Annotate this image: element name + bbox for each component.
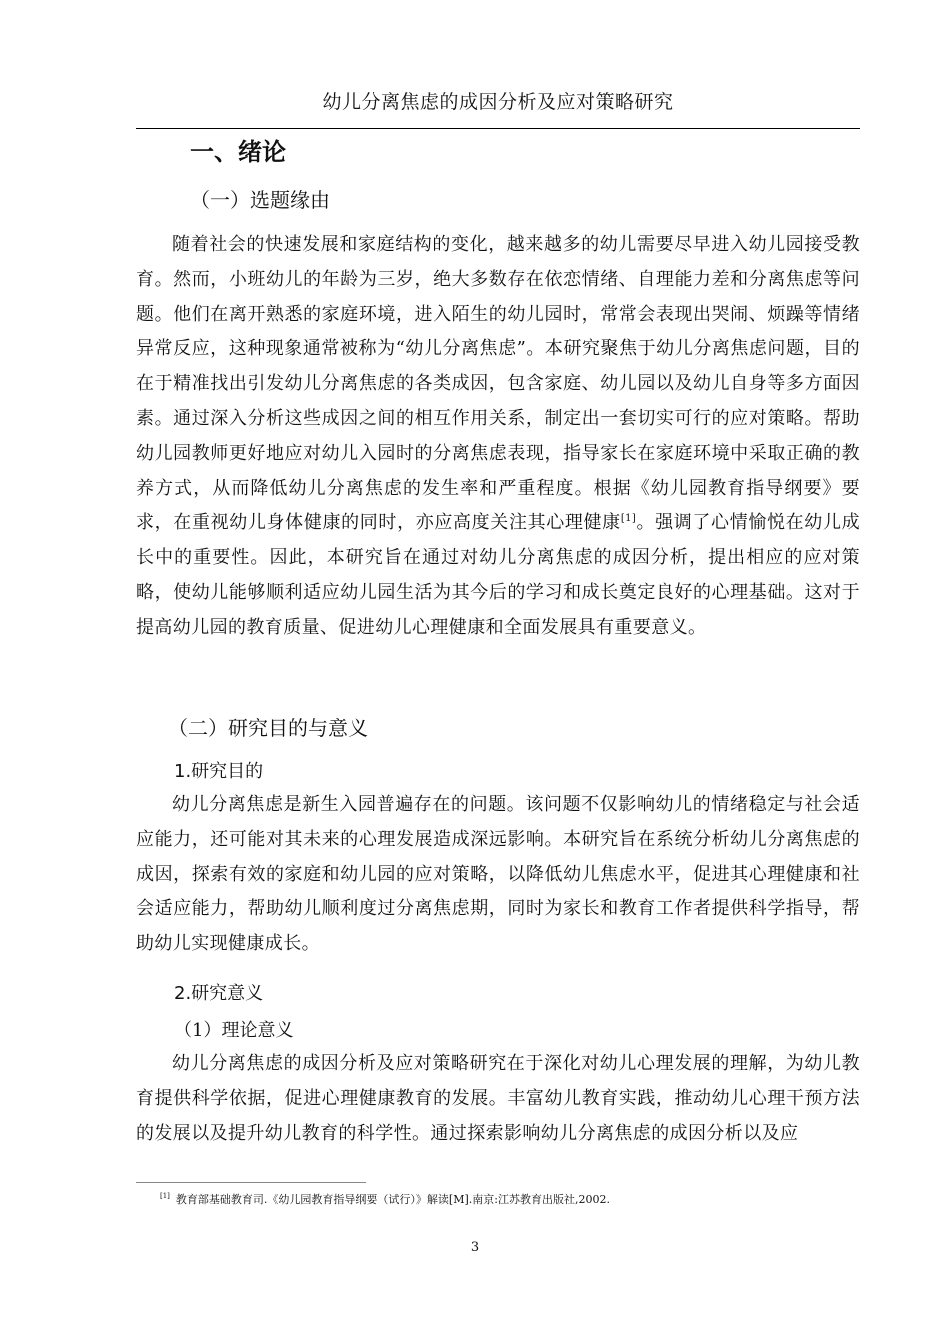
header-rule [136,128,860,129]
chapter-heading: 一、绪论 [190,138,286,166]
footnote-mark: [1] [160,1192,170,1201]
subheading-theoretical-significance: （1）理论意义 [174,1020,294,1041]
section-heading-purpose-significance: （二）研究目的与意义 [168,716,368,740]
footnote-rule [136,1182,366,1183]
footnote [160,1192,610,1208]
section-heading-topic-origin: （一）选题缘由 [190,188,330,212]
paragraph-research-purpose: 幼儿分离焦虑是新生入园普遍存在的问题。该问题不仅影响幼儿的情绪稳定与社会适应能力，还可能对其未来的心理发展造成深远影响。本研究旨在系统分析幼儿分离焦虑的成因，探索有效的家庭和幼儿园的应对策略，以降低幼儿焦虑水平，促进其心理健康和社会适应能力，帮助幼儿顺利度过分离焦虑期，同时为家长和教育工作者提供科学指导，帮助幼儿实现健康成长。 [136,794,860,955]
paragraph-topic-origin [136,228,860,646]
paragraph-text-part2: 。强调了心情愉悦在幼儿成长中的重要性。因此，本研究旨在通过对幼儿分离焦虑的成因分析，提出相应的应对策略，使幼儿能够顺利适应幼儿园生活为其今后的学习和成长奠定良好的心理基础。这对于提高幼儿园的教育质量、促进幼儿心理健康和全面发展具有重要意义。 [136,512,860,638]
citation-ref: [1] [620,513,637,525]
footnote-text: 教育部基础教育司.《幼儿园教育指导纲要（试行）》解读[M].南京:江苏教育出版社,2002. [175,1193,610,1206]
running-header: 幼儿分离焦虑的成因分析及应对策略研究 [322,91,674,113]
page-number: 3 [470,1240,480,1255]
paragraph-text-part1: 随着社会的快速发展和家庭结构的变化，越来越多的幼儿需要尽早进入幼儿园接受教育。然而，小班幼儿的年龄为三岁，绝大多数存在依恋情绪、自理能力差和分离焦虑等问题。他们在离开熟悉的家庭环境，进入陌生的幼儿园时，常常会表现出哭闹、烦躁等情绪异常反应，这种现象通常被称为“幼儿分离焦虑”。本研究聚焦于幼儿分离焦虑问题，目的在于精准找出引发幼儿分离焦虑的各类成因，包含家庭、幼儿园以及幼儿自身等多方面因素。通过深入分析这些成因之间的相互作用关系，制定出一套切实可行的应对策略。帮助幼儿园教师更好地应对幼儿入园时的分离焦虑表现，指导家长在家庭环境中采取正确的教养方式，从而降低幼儿分离焦虑的发生率和严重程度。根据《幼儿园教育指导纲要》要求，在重视幼儿身体健康的同时，亦应高度关注其心理健康 [136,234,860,534]
subheading-research-purpose: 1.研究目的 [174,761,264,782]
subheading-research-significance: 2.研究意义 [174,983,264,1004]
paragraph-theoretical-significance: 幼儿分离焦虑的成因分析及应对策略研究在于深化对幼儿心理发展的理解，为幼儿教育提供科学依据，促进心理健康教育的发展。丰富幼儿教育实践，推动幼儿心理干预方法的发展以及提升幼儿教育的科学性。通过探索影响幼儿分离焦虑的成因分析以及应 [136,1053,860,1144]
